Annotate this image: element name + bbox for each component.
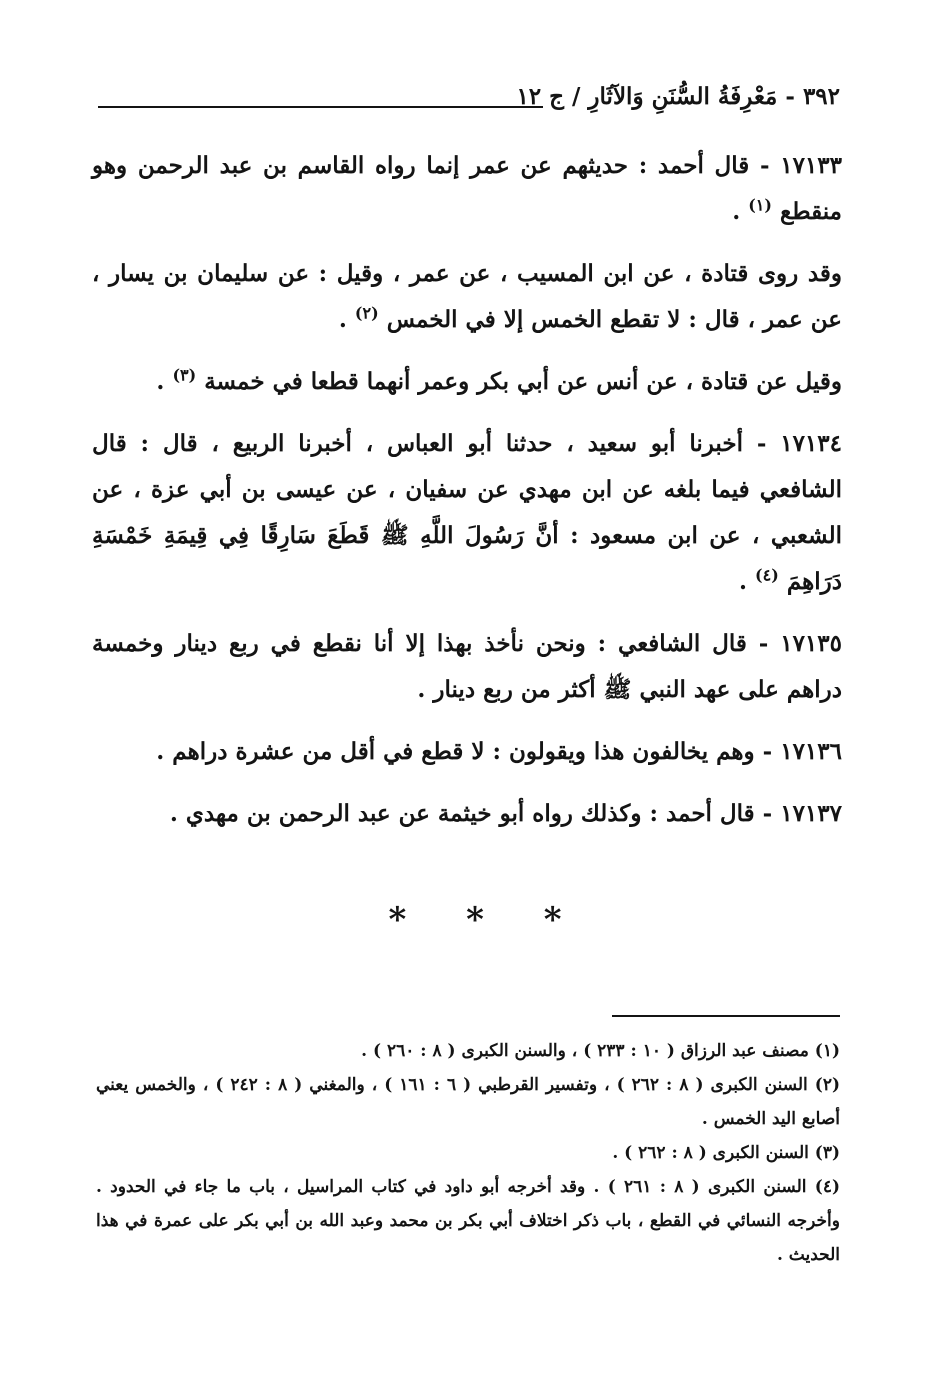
footnote-ref-2: (٢) xyxy=(354,303,379,323)
footnote-4: (٤) السنن الكبرى ( ٨ : ٢٦١ ) . وقد أخرجه أبو داود في كتاب المراسيل ، باب ما جاء في الحدود . وأخرجه النسائي في القطع ، باب ذكر اختلاف أبي بكر بن محمد وعبد الله بن أبي بكر على عمرة في هذا الحديث . xyxy=(96,1177,840,1265)
footnote-3: (٣) السنن الكبرى ( ٨ : ٢٦٢ ) . xyxy=(612,1143,840,1163)
paragraph-text: وقيل عن قتادة ، عن أنس عن أبي بكر وعمر أنهما قطعا في خمسة xyxy=(204,368,842,395)
page-header xyxy=(98,82,840,118)
paragraph-end: . xyxy=(739,568,756,595)
footnote-ref-1: (١) xyxy=(748,195,772,215)
paragraph-end: . xyxy=(156,368,173,395)
separator-star: * xyxy=(543,900,562,940)
section-separator xyxy=(0,900,950,940)
paragraph-17134 xyxy=(92,421,842,605)
paragraph-qatada xyxy=(92,251,842,343)
paragraph-17136 xyxy=(92,729,842,775)
footnote-ref-3: (٣) xyxy=(172,365,197,385)
separator-star: * xyxy=(388,900,407,940)
paragraph-text: ١٧١٣٦ - وهم يخالفون هذا ويقولون : لا قطع في أقل من عشرة دراهم . xyxy=(156,738,842,765)
paragraph-end: . xyxy=(338,306,355,333)
paragraph-text: وقد روى قتادة ، عن ابن المسيب ، عن عمر ، وقيل : عن سليمان بن يسار ، عن عمر ، قال : لا تقطع الخمس إلا في الخمس xyxy=(92,260,842,333)
main-text xyxy=(92,143,842,853)
paragraph-text: ١٧١٣٤ - أخبرنا أبو سعيد ، حدثنا أبو العباس ، أخبرنا الربيع ، قال : قال الشافعي فيما بلغه عن ابن مهدي عن سفيان ، عن عيسى بن أبي عزة ، عن الشعبي ، عن ابن مسعود : أنَّ رَسُولَ اللَّهِ ﷺ قَطَعَ سَارِقًا فِي قِيمَةِ خَمْسَةِ دَرَاهِمَ xyxy=(92,430,842,595)
paragraph-17137 xyxy=(92,791,842,837)
footnote-1: (١) مصنف عبد الرزاق ( ١٠ : ٢٣٣ ) ، والسنن الكبرى ( ٨ : ٢٦٠ ) . xyxy=(361,1041,840,1061)
paragraph-17133 xyxy=(92,143,842,235)
paragraph-text: ١٧١٣٥ - قال الشافعي : ونحن نأخذ بهذا إلا أنا نقطع في ربع دينار وخمسة دراهم على عهد النبي ﷺ أكثر من ربع دينار . xyxy=(92,630,842,703)
paragraph-17135 xyxy=(92,621,842,713)
paragraph-text: ١٧١٣٣ - قال أحمد : حديثهم عن عمر إنما رواه القاسم بن عبد الرحمن وهو منقطع xyxy=(92,152,842,225)
running-header: ٣٩٢ - مَعْرِفَةُ السُّنَنِ وَالآثَارِ / ج ١٢ xyxy=(516,83,840,110)
footnote-rule xyxy=(612,1015,840,1017)
footnote-ref-4: (٤) xyxy=(755,565,779,585)
paragraph-anas xyxy=(92,359,842,405)
paragraph-end: . xyxy=(732,198,749,225)
footnotes xyxy=(96,1034,840,1272)
paragraph-text: ١٧١٣٧ - قال أحمد : وكذلك رواه أبو خيثمة عن عبد الرحمن بن مهدي . xyxy=(169,800,842,827)
separator-star: * xyxy=(466,900,484,940)
footnote-2: (٢) السنن الكبرى ( ٨ : ٢٦٢ ) ، وتفسير القرطبي ( ٦ : ١٦١ ) ، والمغني ( ٨ : ٢٤٢ ) ، والخمس يعني أصابع اليد الخمس . xyxy=(96,1075,841,1129)
header-rule xyxy=(98,106,543,108)
